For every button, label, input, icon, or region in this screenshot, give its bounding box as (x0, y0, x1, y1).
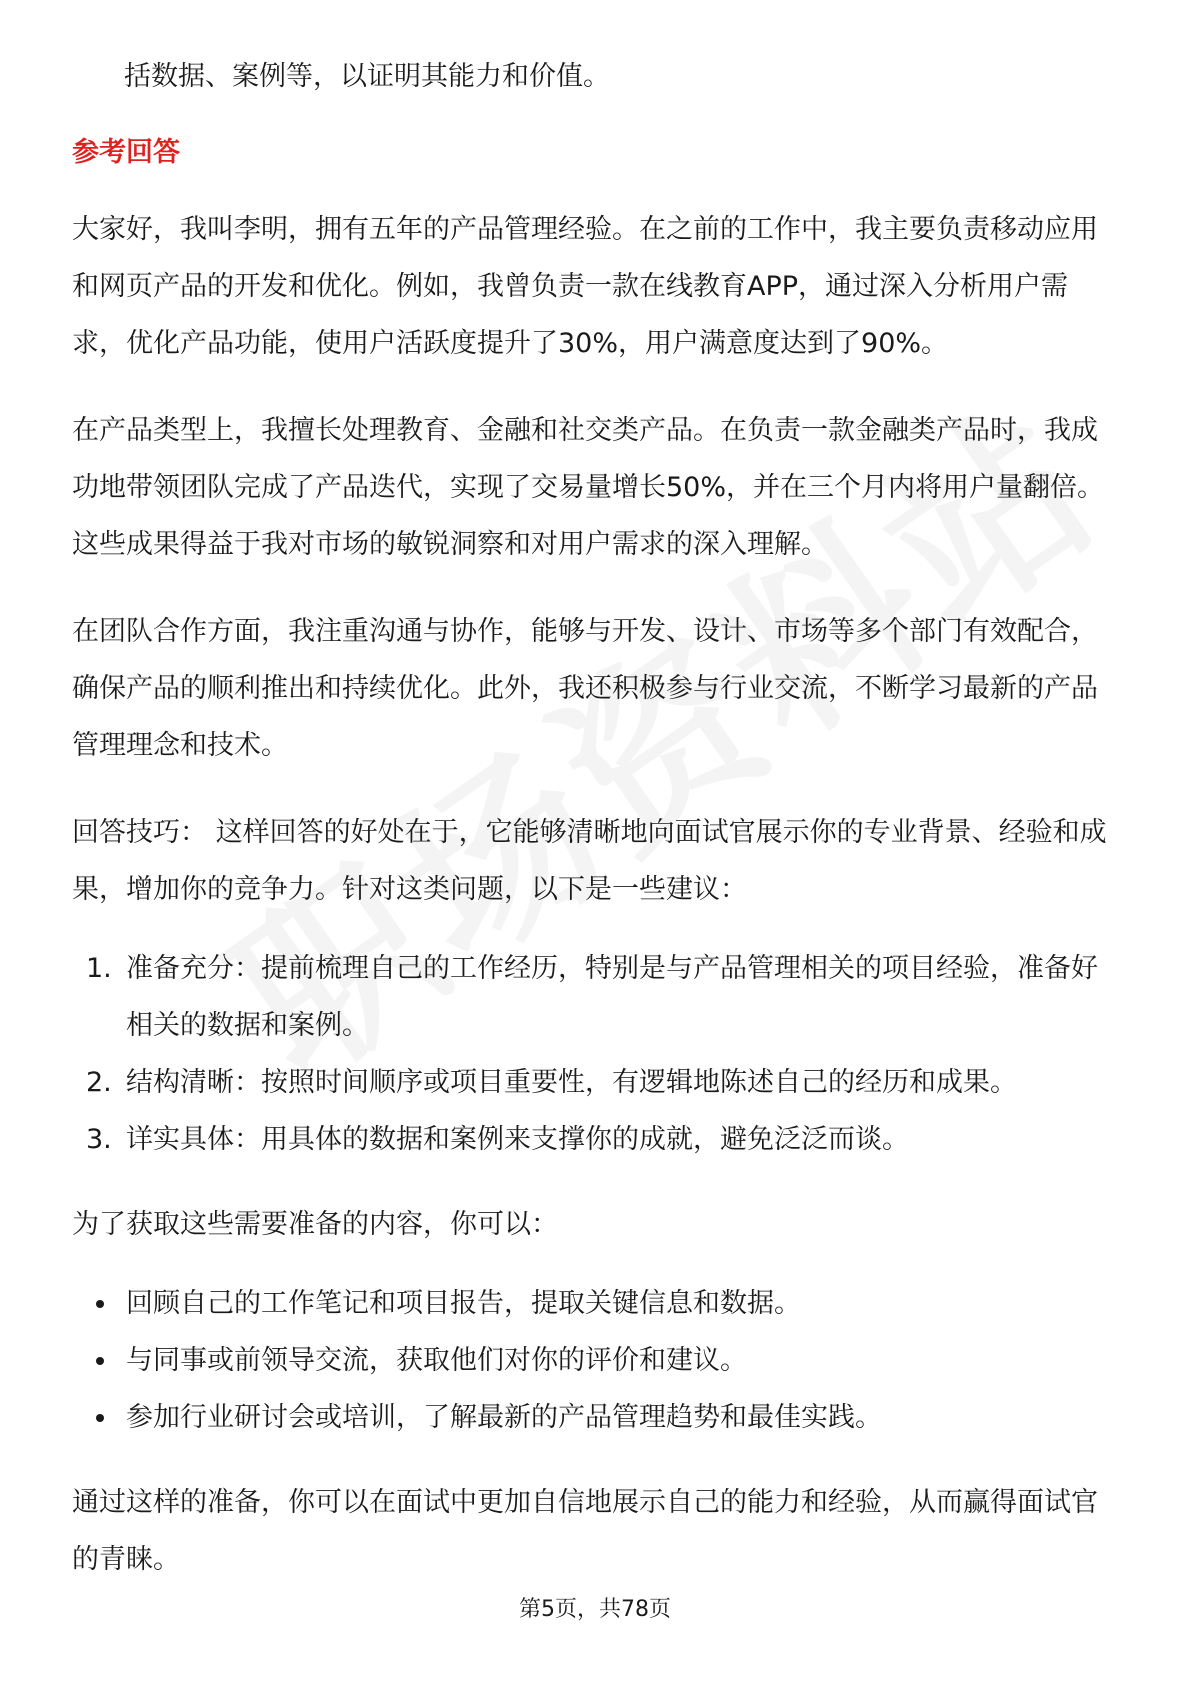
list-number: 2. (86, 1067, 112, 1098)
intro-line: 括数据、案例等，以证明其能力和价值。 (124, 61, 610, 92)
page-number: 第5页，共78页 (519, 1597, 671, 1622)
tips-list (72, 940, 1122, 1168)
paragraph-conclusion: 通过这样的准备，你可以在面试中更加自信地展示自己的能力和经验，从而赢得面试官的青睐。 (72, 1487, 1098, 1575)
bullet-icon (96, 1300, 104, 1308)
ways-list (72, 1275, 1122, 1446)
list-item-text: 结构清晰：按照时间顺序或项目重要性，有逻辑地陈述自己的经历和成果。 (126, 1067, 1017, 1098)
bullet-icon (96, 1357, 104, 1365)
paragraph-intro: 大家好，我叫李明，拥有五年的产品管理经验。在之前的工作中，我主要负责移动应用和网页产品的开发和优化。例如，我曾负责一款在线教育APP，通过深入分析用户需求，优化产品功能，使用户活跃度提升了30%，用户满意度达到了90%。 (72, 214, 1098, 359)
bullet-icon (96, 1414, 104, 1422)
list-item (72, 940, 1122, 1054)
list-item-text: 与同事或前领导交流，获取他们对你的评价和建议。 (126, 1345, 747, 1376)
list-item (72, 1275, 1122, 1332)
list-item-text: 参加行业研讨会或培训，了解最新的产品管理趋势和最佳实践。 (126, 1402, 882, 1433)
list-item-text: 详实具体：用具体的数据和案例来支撑你的成就，避免泛泛而谈。 (126, 1124, 909, 1155)
list-item (72, 1389, 1122, 1446)
page-content (72, 48, 1122, 1618)
paragraph-product-types: 在产品类型上，我擅长处理教育、金融和社交类产品。在负责一款金融类产品时，我成功地带领团队完成了产品迭代，实现了交易量增长50%，并在三个月内将用户量翻倍。这些成果得益于我对市场的敏锐洞察和对用户需求的深入理解。 (72, 415, 1105, 560)
list-item-text: 准备充分：提前梳理自己的工作经历，特别是与产品管理相关的项目经验，准备好相关的数据和案例。 (126, 953, 1098, 1041)
list-item (72, 1111, 1122, 1168)
list-item (72, 1332, 1122, 1389)
paragraph-teamwork: 在团队合作方面，我注重沟通与协作，能够与开发、设计、市场等多个部门有效配合，确保产品的顺利推出和持续优化。此外，我还积极参与行业交流，不断学习最新的产品管理理念和技术。 (72, 616, 1098, 761)
list-number: 1. (86, 953, 112, 984)
answer-heading: 参考回答 (72, 137, 180, 168)
paragraph-tips-intro: 回答技巧： 这样回答的好处在于，它能够清晰地向面试官展示你的专业背景、经验和成果，增加你的竞争力。针对这类问题，以下是一些建议： (72, 817, 1107, 905)
list-item (72, 1054, 1122, 1111)
list-number: 3. (86, 1124, 112, 1155)
list-item-text: 回顾自己的工作笔记和项目报告，提取关键信息和数据。 (126, 1288, 801, 1319)
paragraph-prep-intro: 为了获取这些需要准备的内容，你可以： (72, 1209, 558, 1240)
